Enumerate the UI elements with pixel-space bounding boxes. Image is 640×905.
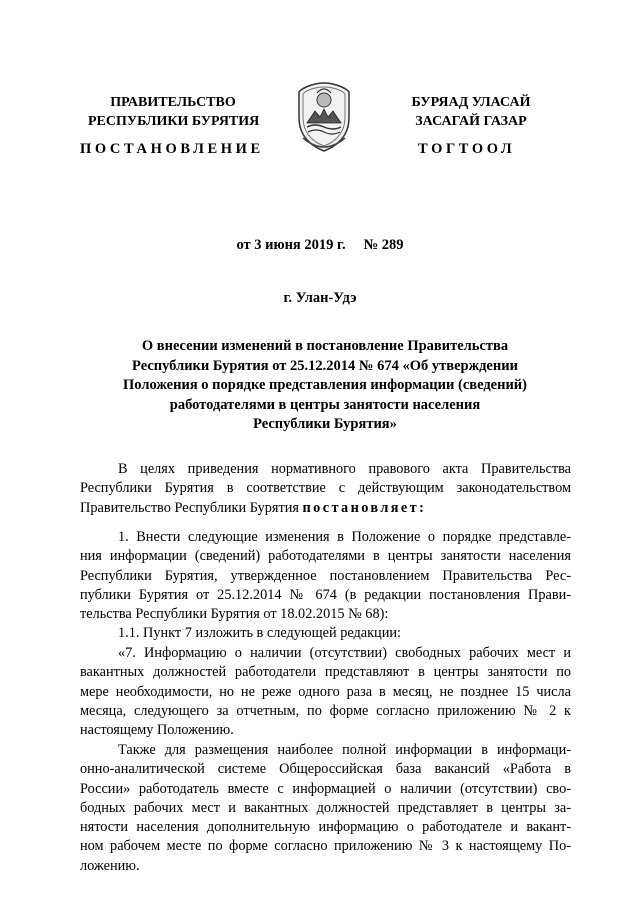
preamble [80, 460, 571, 518]
paragraph-also-line: ложению. [80, 857, 140, 874]
preamble-subject: Правительство Республики Бурятия [80, 499, 299, 516]
doc-type-ru: ПОСТАНОВЛЕНИЕ [80, 141, 264, 157]
document-number: № 289 [363, 237, 404, 253]
paragraph-7-line: «7. Информацию о наличии (отсутствии) свободных рабочих мест и [118, 645, 571, 661]
preamble-line: В целях приведения нормативного правового акта Правительства [118, 461, 571, 477]
title-line: работодателями в центры занятости населения [169, 396, 481, 413]
document-city: г. Улан-Удэ [283, 290, 357, 306]
item-1-line: ния информации (сведений) работодателями в центры занятости населения [80, 548, 571, 565]
header-right-block [386, 93, 556, 131]
resolves-word: постановляет: [302, 499, 427, 516]
paragraph-7-line: месяца, следующего за отчетным, по форме согласно приложению № 2 к [80, 702, 571, 719]
paragraph-also-line: России» работодатель вместе с информацией о наличии (отсутствии) сво- [80, 780, 571, 797]
item-1-line: Республики Бурятия, утвержденное постановлением Правительства Рес- [80, 567, 571, 584]
header-right-line2: ЗАСАГАЙ ГАЗАР [415, 114, 527, 129]
title-line: Республики Бурятия» [253, 416, 397, 432]
title-line: О внесении изменений в постановление Правительства [141, 338, 509, 354]
title-line: Положения о порядке представления информации (сведений) [122, 377, 527, 393]
doc-type-bua: ТОГТООЛ [418, 141, 516, 157]
item-1-line: публики Бурятия от 25.12.2014 № 674 (в редакции постановления Прави- [80, 586, 571, 603]
paragraph-7-line: настоящему Положению. [80, 722, 234, 739]
title-line: Республики Бурятия от 25.12.2014 № 674 «Об утверждении [132, 357, 518, 374]
item-1-line: тельства Республики Бурятия от 18.02.2015 № 68): [80, 606, 389, 623]
date-number-line [0, 237, 640, 254]
header-left-block [88, 93, 258, 131]
paragraph-also-line: онно-аналитической системе Общероссийская база вакансий «Работа в [80, 761, 571, 778]
preamble-line: Республики Бурятия в соответствие с действующим законодательством [80, 480, 571, 497]
paragraph-7 [80, 644, 571, 740]
header-left-line1: ПРАВИТЕЛЬСТВО [110, 95, 236, 110]
paragraph-also-line: ном рабочем месте по форме согласно приложению № 3 к настоящему По- [80, 838, 571, 855]
paragraph-also-line: Также для размещения наиболее полной информации в информаци- [118, 742, 571, 758]
preamble-last-line [80, 499, 571, 518]
header-right-line1: БУРЯАД УЛАСАЙ [411, 95, 531, 110]
paragraph-7-line: мере необходимости, но не реже одного раза в месяц, не позднее 15 числа [80, 683, 571, 700]
document-date: от 3 июня 2019 г. [236, 237, 346, 253]
header-left-line2: РЕСПУБЛИКИ БУРЯТИЯ [88, 114, 260, 129]
item-1-line: 1. Внести следующие изменения в Положение о порядке представле- [118, 529, 571, 545]
document-title [80, 337, 570, 435]
item-1 [80, 528, 571, 644]
paragraph-also [80, 741, 571, 876]
paragraph-also-line: нятости населения дополнительную информацию о работодателе и вакант- [80, 819, 571, 836]
item-1-1: 1.1. Пункт 7 изложить в следующей редакции: [118, 625, 401, 642]
paragraph-also-line: бодных рабочих мест и вакантных должностей представляет в центры за- [80, 799, 571, 816]
coat-of-arms-icon [293, 80, 355, 154]
paragraph-7-line: вакантных должностей работодатели представляют в центры занятости по [80, 664, 571, 681]
